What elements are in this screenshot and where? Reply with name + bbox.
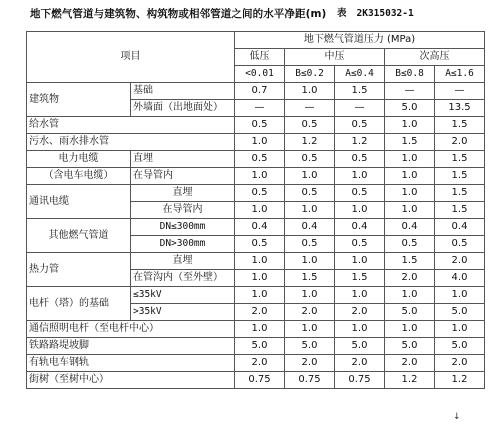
table-cell: 0.5 xyxy=(285,185,335,202)
table-cell: 1.0 xyxy=(235,253,285,270)
table-cell: 5.0 xyxy=(235,338,285,355)
table-cell: 1.0 xyxy=(335,202,385,219)
table-cell: 1.5 xyxy=(335,83,385,100)
table-cell: 1.0 xyxy=(385,202,435,219)
table-cell: 0.5 xyxy=(335,151,385,168)
table-cell: 1.0 xyxy=(235,270,285,287)
table-cell: 0.4 xyxy=(435,219,485,236)
table-cell: 1.0 xyxy=(285,83,335,100)
row-sub-label: DN>300mm xyxy=(131,236,235,253)
table-cell: 1.5 xyxy=(435,117,485,134)
table-cell: 2.0 xyxy=(285,304,335,321)
table-cell: 2.0 xyxy=(385,270,435,287)
table-cell: 1.2 xyxy=(385,372,435,389)
table-title: 地下燃气管道与建筑物、构筑物或相邻管道之间的水平净距(m) xyxy=(30,8,327,20)
row-label-comm: 通讯电缆 xyxy=(27,185,131,219)
table-cell: 1.0 xyxy=(285,168,335,185)
table-cell: 4.0 xyxy=(435,270,485,287)
table-row xyxy=(27,83,485,100)
table-cell: — xyxy=(385,83,435,100)
table-cell: 1.5 xyxy=(335,270,385,287)
table-cell: 0.5 xyxy=(335,236,385,253)
table-row xyxy=(27,151,485,168)
table-cell: 0.5 xyxy=(235,236,285,253)
table-cell: — xyxy=(435,83,485,100)
table-row xyxy=(27,117,485,134)
table-cell: 2.0 xyxy=(435,253,485,270)
table-cell: 2.0 xyxy=(435,134,485,151)
table-cell: 1.0 xyxy=(385,168,435,185)
table-cell: 5.0 xyxy=(435,304,485,321)
row-sub-label: 在导管内 xyxy=(131,202,235,219)
row-label-heat: 热力管 xyxy=(27,253,131,287)
table-cell: 0.4 xyxy=(385,219,435,236)
table-cell: 1.0 xyxy=(285,253,335,270)
table-cell: 5.0 xyxy=(385,338,435,355)
table-cell: 2.0 xyxy=(235,355,285,372)
table-cell: 1.0 xyxy=(385,287,435,304)
row-sub-label: DN≤300mm xyxy=(131,219,235,236)
table-cell: 1.0 xyxy=(385,151,435,168)
table-cell: 1.0 xyxy=(385,117,435,134)
clearance-table xyxy=(26,31,485,389)
table-cell: 1.5 xyxy=(435,168,485,185)
table-cell: 2.0 xyxy=(385,355,435,372)
table-cell: 0.7 xyxy=(235,83,285,100)
table-row xyxy=(27,185,485,202)
table-cell: 0.5 xyxy=(235,185,285,202)
table-cell: 1.0 xyxy=(385,321,435,338)
table-row xyxy=(27,372,485,389)
row-sub-label: 在导管内 xyxy=(131,168,235,185)
table-code xyxy=(337,3,414,25)
table-cell: 0.5 xyxy=(335,185,385,202)
table-cell: 1.0 xyxy=(285,287,335,304)
table-cell: 1.0 xyxy=(335,287,385,304)
table-cell: 0.75 xyxy=(235,372,285,389)
table-row xyxy=(27,134,485,151)
row-sub-label: 在管沟内（至外壁） xyxy=(131,270,235,287)
table-cell: 1.0 xyxy=(335,168,385,185)
row-sub-label: ≤35kV xyxy=(131,287,235,304)
table-row xyxy=(27,338,485,355)
row-label-building: 建筑物 xyxy=(27,83,131,117)
header-item: 项目 xyxy=(27,32,235,83)
table-cell: 1.0 xyxy=(435,321,485,338)
table-cell: 1.0 xyxy=(335,253,385,270)
table-cell: 0.5 xyxy=(435,236,485,253)
header-mid: 中压 xyxy=(285,49,385,66)
row-label-pole: 通信照明电杆（至电杆中心） xyxy=(27,321,235,338)
table-cell: 5.0 xyxy=(385,100,435,117)
table-cell: 2.0 xyxy=(435,355,485,372)
table-cell: 1.2 xyxy=(335,134,385,151)
header-subhigh: 次高压 xyxy=(385,49,485,66)
row-sub-label: 直埋 xyxy=(131,185,235,202)
table-cell: 0.5 xyxy=(385,236,435,253)
header-sub-2: B≤0.2 xyxy=(285,66,335,83)
table-cell: 1.5 xyxy=(435,202,485,219)
header-sub-5: A≤1.6 xyxy=(435,66,485,83)
header-sub-1: <0.01 xyxy=(235,66,285,83)
table-row xyxy=(27,253,485,270)
table-cell: 1.0 xyxy=(285,321,335,338)
row-label-water: 给水管 xyxy=(27,117,235,134)
table-cell: 1.5 xyxy=(435,151,485,168)
table-cell: 1.5 xyxy=(435,185,485,202)
table-row xyxy=(27,168,485,185)
table-cell: 0.5 xyxy=(285,236,335,253)
table-cell: 1.5 xyxy=(385,253,435,270)
header-low: 低压 xyxy=(235,49,285,66)
table-cell: 0.4 xyxy=(235,219,285,236)
table-row xyxy=(27,219,485,236)
table-cell: 1.0 xyxy=(385,185,435,202)
header-row-1 xyxy=(27,32,485,49)
table-cell: — xyxy=(285,100,335,117)
row-label-rail: 铁路路堤坡脚 xyxy=(27,338,235,355)
row-sub-label: >35kV xyxy=(131,304,235,321)
table-cell: 1.0 xyxy=(435,287,485,304)
table-cell: 2.0 xyxy=(235,304,285,321)
text-cursor-icon: ↓ xyxy=(453,412,461,422)
table-cell: 0.5 xyxy=(235,151,285,168)
table-cell: 0.5 xyxy=(235,117,285,134)
row-label-power: 电力电缆 xyxy=(27,151,131,168)
table-cell: 0.5 xyxy=(285,117,335,134)
row-sub-label: 直埋 xyxy=(131,151,235,168)
header-sub-3: A≤0.4 xyxy=(335,66,385,83)
table-cell: — xyxy=(335,100,385,117)
header-pressure: 地下燃气管道压力 (MPa) xyxy=(235,32,485,49)
table-cell: 2.0 xyxy=(335,304,385,321)
row-sub-label: 基础 xyxy=(131,83,235,100)
row-label-sewer: 污水、雨水排水管 xyxy=(27,134,235,151)
table-cell: 0.4 xyxy=(285,219,335,236)
table-cell: — xyxy=(235,100,285,117)
table-cell: 1.0 xyxy=(285,202,335,219)
table-cell: 1.0 xyxy=(235,321,285,338)
table-cell: 5.0 xyxy=(385,304,435,321)
table-row xyxy=(27,355,485,372)
table-cell: 1.5 xyxy=(385,134,435,151)
table-row xyxy=(27,321,485,338)
table-title-bar xyxy=(0,3,488,25)
table-code-label: 表 xyxy=(337,8,347,19)
table-cell: 1.2 xyxy=(435,372,485,389)
table-cell: 13.5 xyxy=(435,100,485,117)
table-cell: 1.2 xyxy=(285,134,335,151)
table-cell: 1.0 xyxy=(235,287,285,304)
table-cell: 5.0 xyxy=(285,338,335,355)
row-label-tree: 街树（至树中心） xyxy=(27,372,235,389)
table-code-number: 2K315032-1 xyxy=(356,8,414,19)
row-sub-label: 直埋 xyxy=(131,253,235,270)
table-cell: 2.0 xyxy=(285,355,335,372)
row-sub-label: 外墙面（出地面处） xyxy=(131,100,235,117)
table-cell: 5.0 xyxy=(335,338,385,355)
table-cell: 5.0 xyxy=(435,338,485,355)
table-cell: 0.75 xyxy=(285,372,335,389)
table-cell: 0.4 xyxy=(335,219,385,236)
row-label-gas: 其他燃气管道 xyxy=(27,219,131,253)
table-cell: 1.0 xyxy=(235,134,285,151)
row-label-power-note: （含电车电缆） xyxy=(27,168,131,185)
table-cell: 1.0 xyxy=(235,168,285,185)
row-label-tower: 电杆（塔）的基础 xyxy=(27,287,131,321)
table-cell: 0.5 xyxy=(335,117,385,134)
table-cell: 0.75 xyxy=(335,372,385,389)
table-cell: 0.5 xyxy=(285,151,335,168)
table-cell: 2.0 xyxy=(335,355,385,372)
table-row xyxy=(27,287,485,304)
header-sub-4: B≤0.8 xyxy=(385,66,435,83)
table-cell: 1.0 xyxy=(235,202,285,219)
table-cell: 1.5 xyxy=(285,270,335,287)
row-label-tram: 有轨电车钢轨 xyxy=(27,355,235,372)
table-cell: 1.0 xyxy=(335,321,385,338)
